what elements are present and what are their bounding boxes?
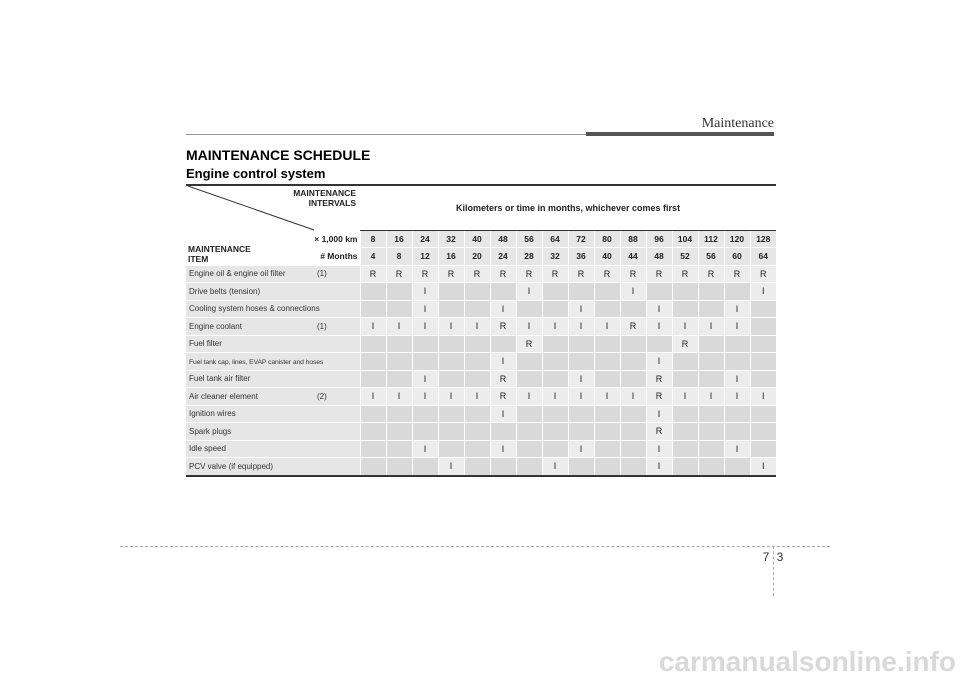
schedule-cell: I — [542, 388, 568, 406]
schedule-cell — [464, 283, 490, 301]
item-label: PCV valve (if equipped) — [189, 461, 274, 471]
schedule-cell — [724, 335, 750, 353]
schedule-cell — [646, 335, 672, 353]
schedule-cell — [360, 458, 386, 476]
header-rule-accent — [586, 132, 774, 136]
item-note: (1) — [317, 269, 327, 279]
schedule-cell — [698, 300, 724, 318]
schedule-cell: R — [646, 388, 672, 406]
table-row — [186, 353, 776, 371]
schedule-cell: R — [568, 265, 594, 283]
interval-span-header: Kilometers or time in months, whichever comes first — [360, 185, 776, 230]
schedule-cell — [386, 370, 412, 388]
schedule-cell: R — [464, 265, 490, 283]
schedule-cell: I — [412, 300, 438, 318]
schedule-cell — [750, 318, 776, 336]
schedule-cell — [438, 283, 464, 301]
schedule-cell — [620, 458, 646, 476]
schedule-cell — [464, 458, 490, 476]
schedule-cell — [672, 300, 698, 318]
schedule-cell — [438, 353, 464, 371]
schedule-cell — [568, 423, 594, 441]
schedule-cell: I — [386, 388, 412, 406]
schedule-cell: I — [646, 405, 672, 423]
schedule-cell — [594, 300, 620, 318]
schedule-cell — [620, 353, 646, 371]
schedule-cell: I — [412, 318, 438, 336]
schedule-cell — [750, 423, 776, 441]
schedule-cell: I — [464, 318, 490, 336]
schedule-cell: I — [646, 440, 672, 458]
schedule-cell: I — [620, 283, 646, 301]
schedule-cell — [724, 405, 750, 423]
schedule-cell — [620, 440, 646, 458]
schedule-cell: R — [490, 388, 516, 406]
schedule-cell — [724, 283, 750, 301]
maintenance-item — [186, 370, 360, 388]
schedule-cell — [516, 405, 542, 423]
maintenance-item — [186, 440, 360, 458]
schedule-cell — [438, 300, 464, 318]
km-interval: 32 — [438, 230, 464, 248]
months-interval: 52 — [672, 248, 698, 266]
months-interval: 28 — [516, 248, 542, 266]
schedule-cell: I — [412, 283, 438, 301]
schedule-cell: I — [438, 458, 464, 476]
maintenance-item — [186, 423, 360, 441]
months-interval: 24 — [490, 248, 516, 266]
schedule-cell — [360, 335, 386, 353]
schedule-cell: I — [750, 283, 776, 301]
schedule-cell — [360, 283, 386, 301]
schedule-cell: I — [568, 440, 594, 458]
schedule-cell: R — [438, 265, 464, 283]
schedule-cell: I — [698, 318, 724, 336]
item-note: (1) — [317, 321, 327, 331]
schedule-cell: I — [412, 388, 438, 406]
schedule-cell: I — [646, 458, 672, 476]
schedule-cell — [490, 458, 516, 476]
km-interval: 104 — [672, 230, 698, 248]
schedule-cell — [490, 283, 516, 301]
km-interval: 112 — [698, 230, 724, 248]
schedule-cell — [698, 283, 724, 301]
schedule-cell — [568, 283, 594, 301]
months-label — [186, 243, 360, 266]
schedule-cell: R — [646, 265, 672, 283]
table-row — [186, 283, 776, 301]
table-row — [186, 300, 776, 318]
schedule-cell — [594, 353, 620, 371]
schedule-cell: R — [490, 265, 516, 283]
schedule-cell — [542, 405, 568, 423]
schedule-cell: R — [542, 265, 568, 283]
schedule-cell: I — [464, 388, 490, 406]
schedule-cell — [360, 405, 386, 423]
schedule-cell: I — [490, 353, 516, 371]
schedule-cell — [438, 423, 464, 441]
item-label: Fuel filter — [189, 339, 222, 349]
schedule-cell: R — [412, 265, 438, 283]
schedule-cell — [542, 335, 568, 353]
schedule-cell: R — [594, 265, 620, 283]
schedule-cell — [620, 370, 646, 388]
months-interval: 36 — [568, 248, 594, 266]
schedule-cell — [386, 458, 412, 476]
schedule-cell — [516, 458, 542, 476]
schedule-cell — [386, 335, 412, 353]
months-interval: 60 — [724, 248, 750, 266]
table-corner-header — [186, 185, 360, 230]
schedule-cell — [386, 283, 412, 301]
schedule-cell — [542, 300, 568, 318]
schedule-cell: I — [568, 300, 594, 318]
maintenance-item — [186, 405, 360, 423]
schedule-cell — [542, 440, 568, 458]
schedule-cell — [438, 405, 464, 423]
months-interval: 12 — [412, 248, 438, 266]
schedule-cell — [360, 353, 386, 371]
schedule-cell — [620, 300, 646, 318]
schedule-cell — [724, 353, 750, 371]
schedule-cell — [698, 370, 724, 388]
item-label: Fuel tank cap, lines, EVAP canister and hoses — [189, 358, 324, 366]
item-label: Engine coolant — [189, 321, 242, 331]
maintenance-item — [186, 265, 360, 283]
schedule-cell: I — [490, 300, 516, 318]
schedule-cell — [516, 370, 542, 388]
schedule-cell — [360, 423, 386, 441]
schedule-cell — [698, 405, 724, 423]
schedule-cell — [698, 423, 724, 441]
schedule-cell — [412, 423, 438, 441]
item-label: Air cleaner element — [189, 391, 258, 401]
schedule-cell: I — [542, 318, 568, 336]
schedule-cell: R — [490, 370, 516, 388]
months-row — [186, 248, 776, 266]
km-interval: 128 — [750, 230, 776, 248]
table-row — [186, 458, 776, 476]
corner-item-label: MAINTENANCE ITEM — [188, 243, 251, 264]
schedule-cell: R — [646, 423, 672, 441]
schedule-cell — [412, 458, 438, 476]
table-row — [186, 405, 776, 423]
schedule-cell: I — [646, 300, 672, 318]
maintenance-item — [186, 388, 360, 406]
schedule-cell — [594, 283, 620, 301]
watermark: carmanualsonline.info — [658, 646, 956, 677]
km-interval: 16 — [386, 230, 412, 248]
maintenance-item — [186, 458, 360, 476]
footer-divider — [120, 546, 830, 547]
schedule-cell: I — [516, 388, 542, 406]
km-interval: 88 — [620, 230, 646, 248]
km-interval: 64 — [542, 230, 568, 248]
schedule-cell: I — [438, 388, 464, 406]
schedule-cell — [620, 423, 646, 441]
corner-intervals-label: MAINTENANCE INTERVALS — [293, 188, 356, 208]
schedule-cell: R — [516, 265, 542, 283]
schedule-cell — [542, 283, 568, 301]
months-interval: 48 — [646, 248, 672, 266]
schedule-cell — [672, 458, 698, 476]
schedule-cell: R — [672, 265, 698, 283]
item-label: Idle speed — [189, 444, 226, 454]
schedule-cell — [360, 440, 386, 458]
schedule-cell — [464, 300, 490, 318]
schedule-cell — [724, 458, 750, 476]
months-interval: 44 — [620, 248, 646, 266]
months-interval: 16 — [438, 248, 464, 266]
schedule-cell — [438, 440, 464, 458]
schedule-cell — [750, 405, 776, 423]
schedule-cell: I — [672, 388, 698, 406]
schedule-cell — [568, 458, 594, 476]
schedule-cell — [698, 440, 724, 458]
schedule-cell — [412, 353, 438, 371]
schedule-cell: R — [386, 265, 412, 283]
schedule-cell — [750, 300, 776, 318]
schedule-cell — [672, 423, 698, 441]
schedule-cell — [464, 405, 490, 423]
item-label: Ignition wires — [189, 409, 236, 419]
schedule-cell — [698, 458, 724, 476]
schedule-cell: R — [360, 265, 386, 283]
item-label: Fuel tank air filter — [189, 374, 251, 384]
table-row — [186, 440, 776, 458]
schedule-cell — [386, 405, 412, 423]
schedule-cell — [672, 283, 698, 301]
schedule-cell: I — [386, 318, 412, 336]
km-interval: 24 — [412, 230, 438, 248]
schedule-cell — [594, 370, 620, 388]
schedule-cell: I — [490, 405, 516, 423]
schedule-cell: I — [412, 370, 438, 388]
km-interval: 72 — [568, 230, 594, 248]
maintenance-item — [186, 283, 360, 301]
schedule-cell — [464, 370, 490, 388]
schedule-cell: I — [750, 458, 776, 476]
months-interval: 32 — [542, 248, 568, 266]
schedule-cell — [594, 405, 620, 423]
schedule-cell — [672, 440, 698, 458]
schedule-cell: R — [620, 265, 646, 283]
schedule-cell: I — [542, 458, 568, 476]
schedule-cell — [464, 353, 490, 371]
schedule-cell — [750, 335, 776, 353]
schedule-cell: I — [568, 388, 594, 406]
schedule-cell: I — [412, 440, 438, 458]
schedule-cell: I — [516, 283, 542, 301]
schedule-cell — [698, 335, 724, 353]
schedule-cell — [594, 335, 620, 353]
schedule-cell — [464, 440, 490, 458]
page-subtitle: Engine control system — [186, 166, 326, 181]
schedule-cell: I — [438, 318, 464, 336]
maintenance-item — [186, 318, 360, 336]
months-interval: 20 — [464, 248, 490, 266]
schedule-cell: R — [490, 318, 516, 336]
table-row — [186, 265, 776, 283]
km-interval: 80 — [594, 230, 620, 248]
maintenance-item — [186, 300, 360, 318]
schedule-cell — [672, 405, 698, 423]
months-label-text: # Months — [320, 251, 358, 261]
schedule-cell: I — [672, 318, 698, 336]
schedule-cell — [438, 335, 464, 353]
schedule-cell — [750, 370, 776, 388]
table-row — [186, 335, 776, 353]
schedule-cell: I — [620, 388, 646, 406]
km-interval: 96 — [646, 230, 672, 248]
schedule-cell — [516, 353, 542, 371]
schedule-cell — [464, 335, 490, 353]
schedule-cell: R — [672, 335, 698, 353]
km-interval: 120 — [724, 230, 750, 248]
schedule-cell: I — [724, 300, 750, 318]
schedule-cell — [620, 335, 646, 353]
schedule-cell — [698, 353, 724, 371]
schedule-cell: I — [646, 318, 672, 336]
schedule-cell — [594, 423, 620, 441]
schedule-cell — [750, 440, 776, 458]
table-row — [186, 388, 776, 406]
maintenance-item — [186, 353, 360, 371]
item-label: Drive belts (tension) — [189, 286, 261, 296]
schedule-cell: I — [360, 318, 386, 336]
schedule-cell — [516, 440, 542, 458]
months-interval: 4 — [360, 248, 386, 266]
schedule-cell — [620, 405, 646, 423]
item-label: Spark plugs — [189, 426, 232, 436]
km-interval: 56 — [516, 230, 542, 248]
schedule-cell: R — [724, 265, 750, 283]
schedule-cell — [360, 370, 386, 388]
schedule-cell — [360, 300, 386, 318]
schedule-cell: R — [750, 265, 776, 283]
schedule-cell: I — [490, 440, 516, 458]
schedule-cell — [412, 335, 438, 353]
km-label: × 1,000 km — [186, 230, 360, 248]
schedule-cell — [672, 370, 698, 388]
schedule-cell — [490, 335, 516, 353]
schedule-cell — [646, 283, 672, 301]
schedule-cell — [490, 423, 516, 441]
schedule-cell — [594, 440, 620, 458]
schedule-cell — [386, 440, 412, 458]
schedule-cell: R — [516, 335, 542, 353]
schedule-cell — [542, 423, 568, 441]
km-interval: 8 — [360, 230, 386, 248]
maintenance-item — [186, 335, 360, 353]
schedule-cell: R — [646, 370, 672, 388]
schedule-cell — [438, 370, 464, 388]
schedule-cell: I — [724, 388, 750, 406]
schedule-cell — [412, 405, 438, 423]
table-row — [186, 370, 776, 388]
schedule-cell: I — [594, 388, 620, 406]
schedule-cell: I — [724, 318, 750, 336]
item-label: Cooling system hoses & connections — [189, 304, 320, 314]
schedule-cell: I — [516, 318, 542, 336]
schedule-cell: I — [360, 388, 386, 406]
item-label: Engine oil & engine oil filter — [189, 269, 286, 279]
schedule-cell — [386, 423, 412, 441]
maintenance-schedule-table — [186, 184, 776, 477]
schedule-cell: I — [646, 353, 672, 371]
table-row — [186, 423, 776, 441]
schedule-cell: I — [594, 318, 620, 336]
schedule-cell: I — [568, 318, 594, 336]
schedule-cell — [516, 423, 542, 441]
schedule-cell — [672, 353, 698, 371]
page-title: MAINTENANCE SCHEDULE — [186, 147, 371, 163]
schedule-cell — [464, 423, 490, 441]
schedule-cell: R — [620, 318, 646, 336]
schedule-cell — [724, 423, 750, 441]
schedule-cell — [750, 353, 776, 371]
schedule-cell: I — [724, 440, 750, 458]
page-number: 7 3 — [762, 550, 784, 564]
months-interval: 40 — [594, 248, 620, 266]
table-row — [186, 318, 776, 336]
header-rule — [186, 134, 586, 135]
schedule-cell: R — [698, 265, 724, 283]
schedule-cell — [386, 300, 412, 318]
schedule-cell — [542, 370, 568, 388]
km-interval: 40 — [464, 230, 490, 248]
schedule-cell: I — [750, 388, 776, 406]
schedule-cell — [568, 335, 594, 353]
months-interval: 64 — [750, 248, 776, 266]
schedule-cell — [386, 353, 412, 371]
schedule-cell: I — [698, 388, 724, 406]
schedule-cell — [594, 458, 620, 476]
schedule-cell: I — [724, 370, 750, 388]
schedule-cell — [568, 405, 594, 423]
months-interval: 56 — [698, 248, 724, 266]
item-note: (2) — [317, 391, 327, 401]
schedule-cell: I — [568, 370, 594, 388]
km-interval: 48 — [490, 230, 516, 248]
months-interval: 8 — [386, 248, 412, 266]
schedule-cell — [516, 300, 542, 318]
schedule-cell — [542, 353, 568, 371]
section-title: Maintenance — [701, 116, 774, 131]
schedule-cell — [568, 353, 594, 371]
